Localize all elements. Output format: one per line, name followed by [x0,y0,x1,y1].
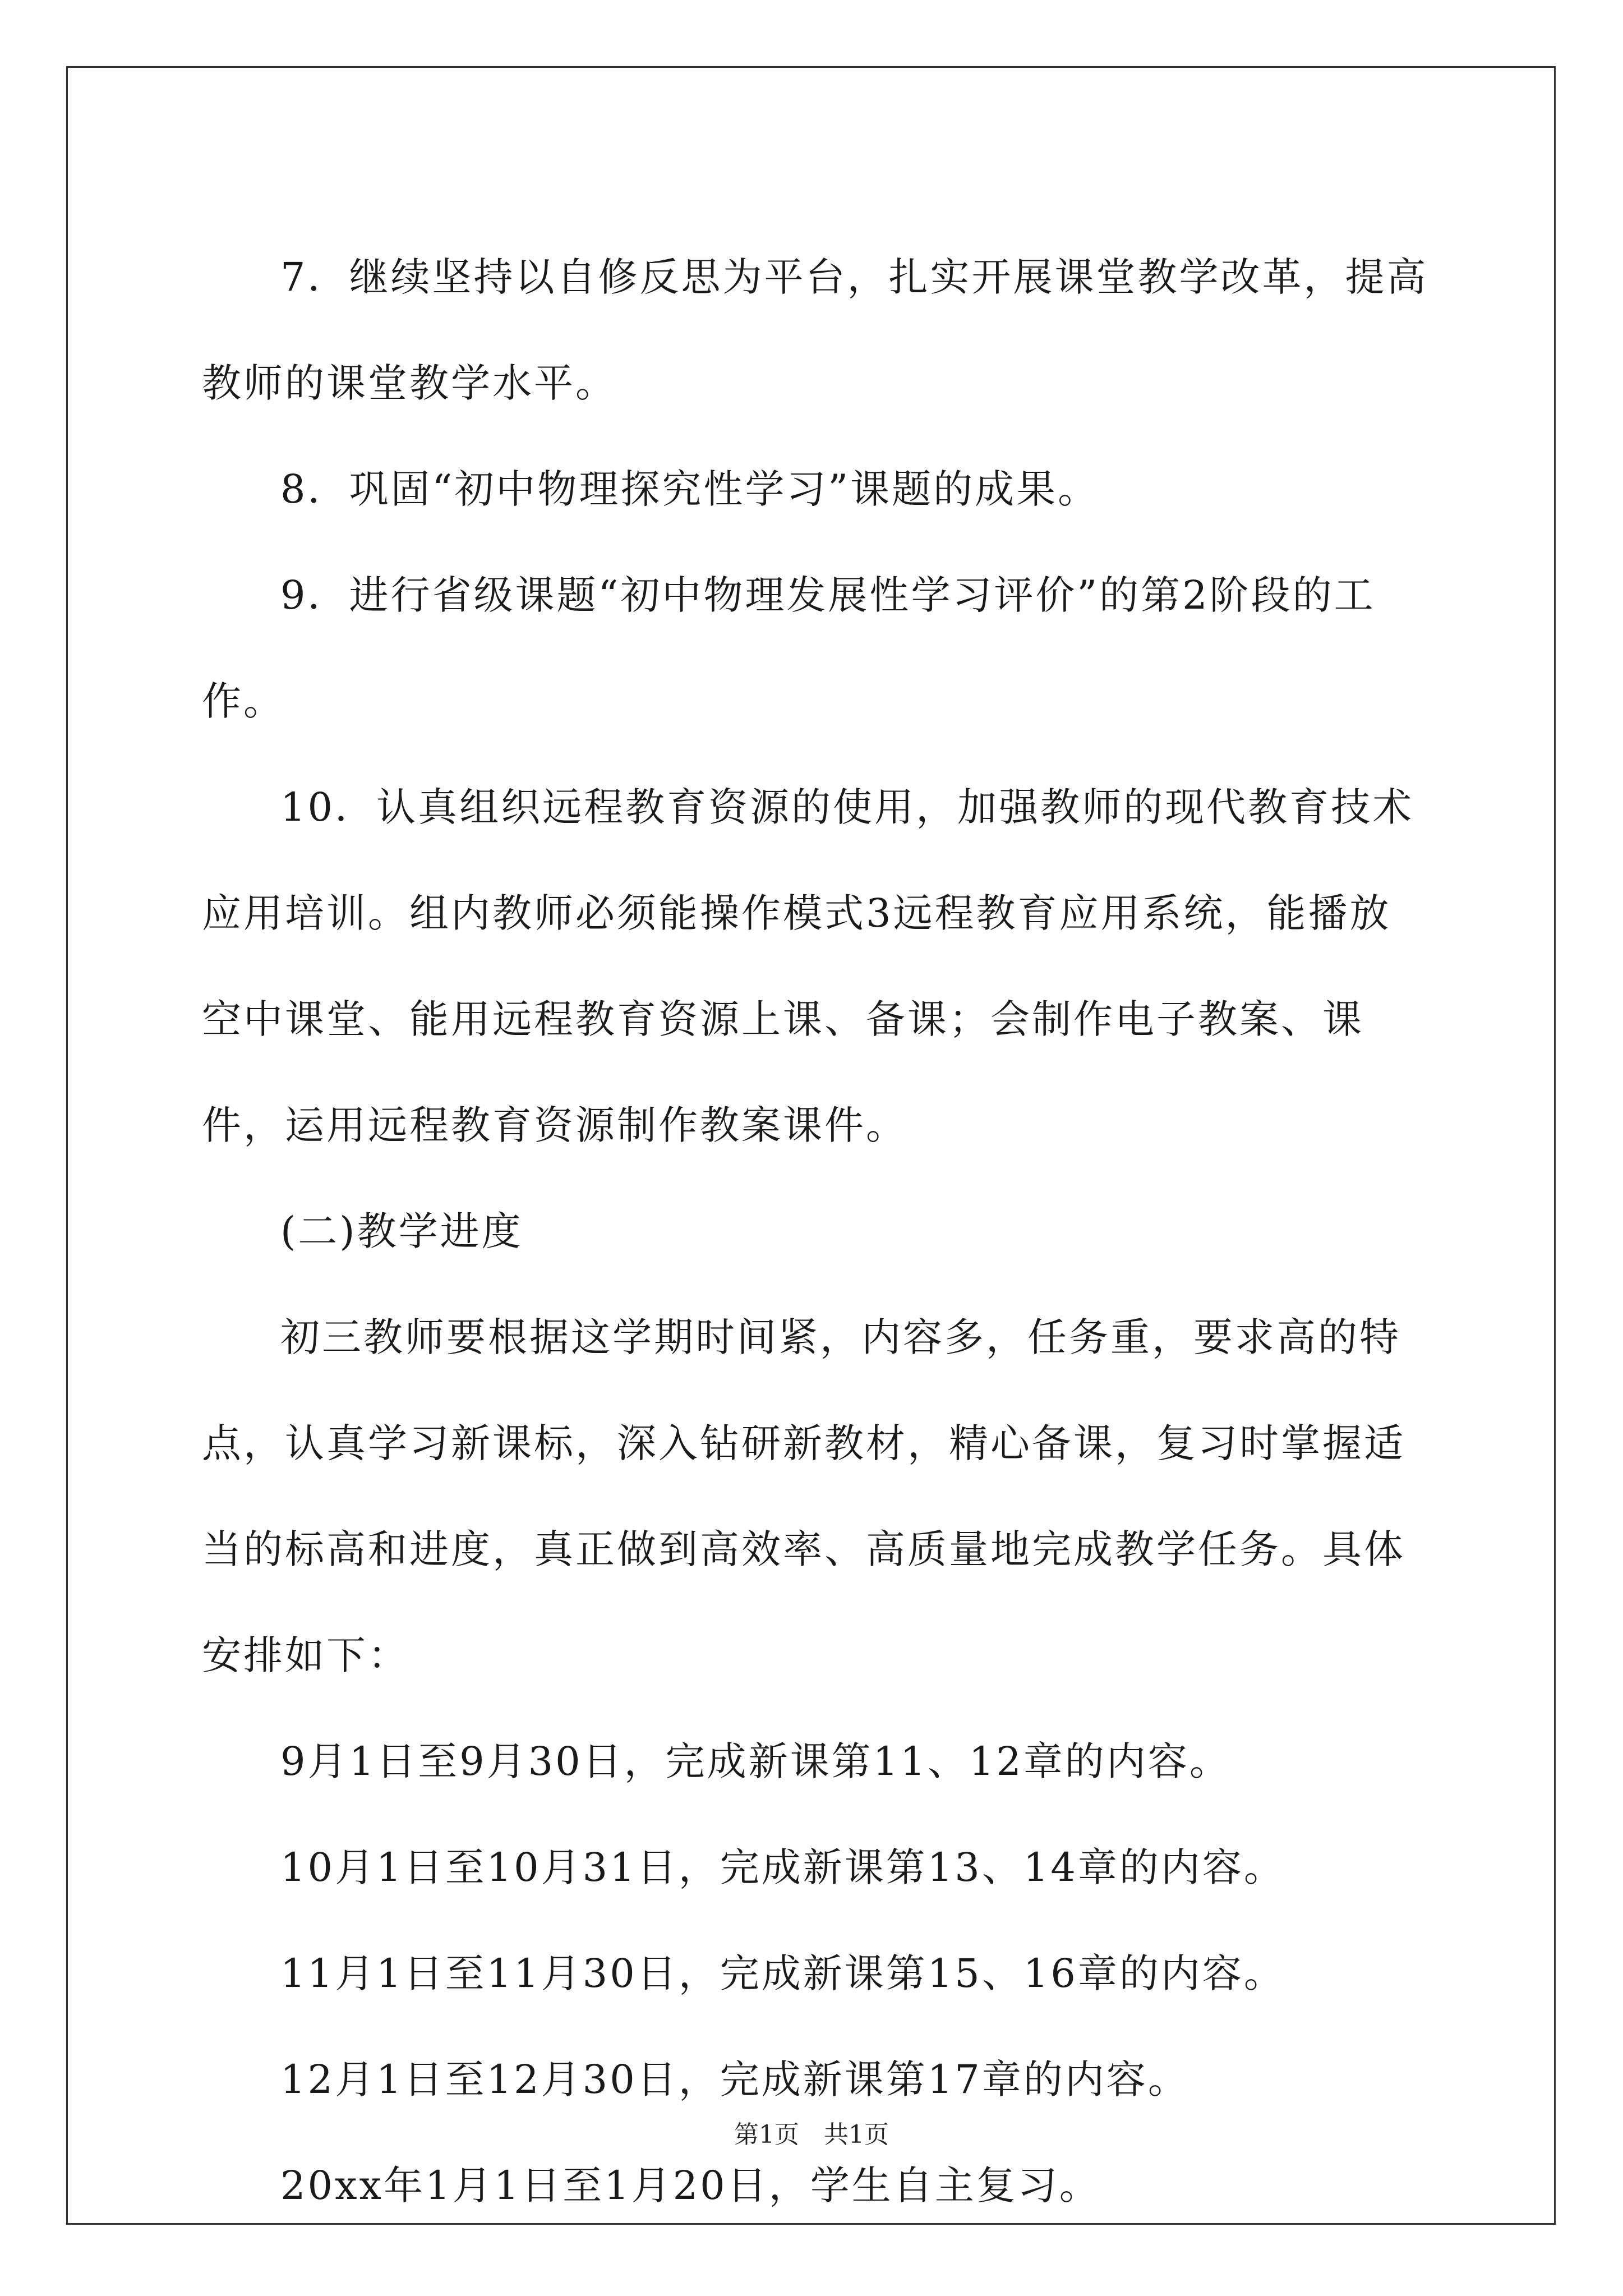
paragraph-item-9: 9．进行省级课题“初中物理发展性学习评价”的第2阶段的工作。 [202,572,1376,724]
document-body [202,224,1430,2239]
paragraph-item-10: 10．认真组织远程教育资源的使用，加强教师的现代教育技术应用培训。组内教师必须能操作模式3远程教育应用系统，能播放空中课堂、能用远程教育资源上课、备课；会制作电子教案、课件，运用远程教育资源制作教案课件。 [202,784,1414,1148]
schedule-item-october: 10月1日至10月31日，完成新课第13、14章的内容。 [280,1844,1285,1890]
schedule-item-december: 12月1日至12月30日，完成新课第17章的内容。 [280,2056,1189,2102]
paragraph-item-7: 7．继续坚持以自修反思为平台，扎实开展课堂教学改革，提高教师的课堂教学水平。 [202,254,1428,406]
schedule-item-january: 20xx年1月1日至1月20日，学生自主复习。 [280,2162,1101,2208]
schedule-item-september: 9月1日至9月30日，完成新课第11、12章的内容。 [280,1738,1231,1784]
section-heading-teaching-progress: (二)教学进度 [280,1208,523,1254]
schedule-item-november: 11月1日至11月30日，完成新课第15、16章的内容。 [280,1950,1285,1996]
paragraph-item-8: 8．巩固“初中物理探究性学习”课题的成果。 [280,466,1100,512]
paragraph-progress-intro: 初三教师要根据这学期时间紧，内容多，任务重，要求高的特点，认真学习新课标，深入钻研新教材，精心备课，复习时掌握适当的标高和进度，真正做到高效率、高质量地完成教学任务。具体安排如下： [202,1314,1405,1678]
page-number-footer: 第1页 共1页 [734,2120,889,2149]
